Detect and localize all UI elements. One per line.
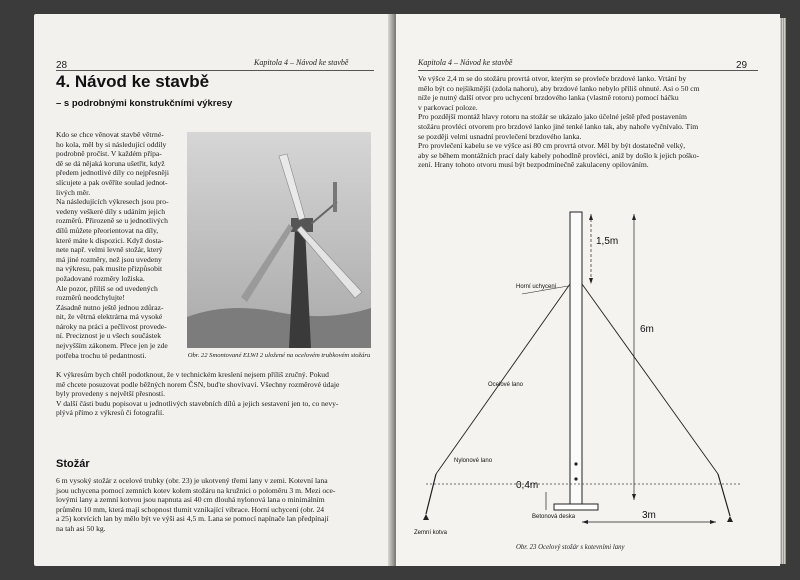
header-rule (418, 70, 758, 71)
text-line: se později velmi usnadní provlečení brzdového lanka. (418, 131, 582, 141)
text-line: aby se během montážních prací daly kabely pohodlně provléci, aniž by došlo k jejich poško- (418, 150, 700, 160)
figure-caption: Obr. 23 Ocelový stožár s kotevními lany (516, 544, 625, 551)
text-line: Ve výšce 2,4 m se do stožáru provrtá otvor, kterým se provleče brzdové lanko. Vrtání by (418, 74, 687, 83)
text-line: Kdo se chce věnovat stavbě větrné- (56, 130, 164, 139)
dimension-radius: 3m (642, 510, 656, 521)
text-line: má jiné rozměry, než jsou uvedeny (56, 254, 162, 264)
section-title: Stožár (56, 458, 90, 470)
dimension-base: 0,4m (516, 480, 539, 491)
text-line: rozměrů. Přirozeně se u jednotlivých (56, 216, 168, 226)
text-line: průměru 10 mm, která mají schopnost tlumit vznikající vibrace. Horní uchycení (obr. 24 (56, 504, 325, 514)
label-ground-anchor: Zemní kotva (414, 530, 448, 536)
intro-text (56, 130, 182, 360)
text-line: lovými lany a zemní kotvou jsou napnuta asi 40 cm dlouhá nylonová lana o minimálním (56, 495, 325, 505)
photo-caption: Obr. 22 Smontované ELWI 2 uložené na ocelovém trubkovém stožáru (187, 352, 371, 359)
chapter-title: 4. Návod ke stavbě (56, 72, 210, 91)
page-edges (780, 18, 786, 564)
text-line: předem jednotlivé díly co nejpřesněji (56, 168, 170, 178)
header-rule (56, 70, 374, 71)
text-line: v parkovací poloze. (418, 102, 478, 112)
text-line: jsou uchycena pomocí zemních kotev kolem stožáru na kružnici o poloměru 3 m. Mezi oce- (56, 485, 336, 495)
text-line: Zásadně nutno ještě jednou zdůraz- (56, 302, 164, 312)
text-line: byly provedeny s největší přesností. (56, 389, 166, 399)
right-page (396, 14, 780, 566)
text-line: rozměrů neodchylujte! (56, 293, 125, 303)
text-line: stožáru provléci otvorem pro brzdové lanko jiné tenké lanko tak, aby nahoře vyčnívalo. Tím (418, 121, 699, 131)
section-text (56, 476, 374, 534)
text-line: požadované rozměry ložiska. (56, 273, 145, 283)
page-number: 28 (56, 60, 68, 71)
text-line: Ale pozor, příliš se od uvedených (56, 283, 158, 293)
text-line: nit, že větrná elektrárna má vysoké (56, 312, 163, 322)
text-line: vedeny veškeré díly s udáním jejich (56, 206, 166, 216)
text-line: ní. Preciznost je u všech součástek (56, 331, 162, 341)
left-page (34, 14, 392, 566)
text-line: dílů můžete přeorientovat na díly, (56, 225, 159, 235)
text-line: nároky na práci a pečlivost provede- (56, 321, 167, 331)
page-number: 29 (736, 60, 748, 71)
label-concrete-slab: Betonová deska (532, 514, 576, 520)
text-line: livých měr. (56, 187, 91, 197)
body-text (418, 74, 758, 170)
mast-diagram (396, 194, 780, 544)
text-line: potřeba trochu té pedantnosti. (56, 350, 147, 360)
dimension-upper: 1,5m (596, 236, 619, 247)
text-line: K výkresům bych chtěl podotknout, že v technickém kreslení nejsem příliš zručný. Pokud (56, 370, 329, 379)
text-line: V další části budu popisovat u jednotlivých stavebních dílů a jejich sestavení jen to, co nevy- (56, 398, 339, 408)
text-line: a 25) kotvících lan by mělo být ve výši asi 4,5 m. Lana se pomocí napínače lan předpínají (56, 514, 329, 524)
text-line: nete např. velmi levně stožár, který (56, 245, 163, 255)
text-line: Na následujících výkresech jsou pro- (56, 197, 169, 207)
text-line: ho kola, měl by si následující oddíly (56, 139, 167, 149)
text-line: níže je nutný další otvor pro uchycení brzdového lanka (vlastně rotoru) pomocí háčku (418, 93, 679, 103)
text-line: na tah asi 50 kg. (56, 523, 106, 533)
text-line: mě chcete posuzovat podle běžných norem ČSN, buďte shovívaví. Všechny rozměrové údaje (56, 379, 340, 389)
label-upper-mount: Horní uchycení (516, 284, 557, 290)
wind-turbine-photo (187, 132, 371, 348)
text-line: slícujete a pak ověříte soulad jednot- (56, 177, 168, 187)
text-line: nejvyšším zákonem. Přece jen je zde (56, 341, 168, 351)
chapter-subtitle: – s podrobnými konstrukčními výkresy (56, 98, 233, 109)
running-head: Kapitola 4 – Návod ke stavbě (254, 58, 349, 67)
text-line: Pro pozdější montáž hlavy rotoru na stožár se ukázalo jako účelné ještě před postavením (418, 112, 687, 122)
label-nylon-rope: Nylonové lano (454, 458, 493, 464)
concrete-slab-mark (554, 504, 598, 510)
dimension-height: 6m (640, 324, 654, 335)
body-text (56, 370, 374, 418)
text-line: Pro provlečení kabelu se ve výšce asi 80 cm provrtá otvor. Měl by být dostatečně velký, (418, 141, 686, 151)
running-head: Kapitola 4 – Návod ke stavbě (418, 58, 513, 67)
text-line: mělo být co nejšikmější (zdola nahoru), aby brzdové lanko nebylo příliš ohnuté. Asi o 50 cm (418, 83, 700, 93)
text-line: plývá přímo z výkresů či fotografií. (56, 408, 164, 418)
text-line: které máte k dispozici. Když dosta- (56, 235, 164, 245)
text-line: dě se dá nějaká koruna ušetřit, když (56, 158, 165, 168)
text-line: podrobně pročíst. V každém přípa- (56, 149, 162, 159)
label-steel-rope: Ocelové lano (488, 382, 524, 388)
text-line: 6 m vysoký stožár z ocelové trubky (obr. 23) je ukotvený třemi lany v zemi. Kotevní lana (56, 476, 328, 485)
text-line: na výkresu, pak musíte přizpůsobit (56, 264, 163, 274)
text-line: zení. Hrany tohoto otvoru musí být bezpodmínečně zakulaceny opilováním. (418, 160, 649, 170)
